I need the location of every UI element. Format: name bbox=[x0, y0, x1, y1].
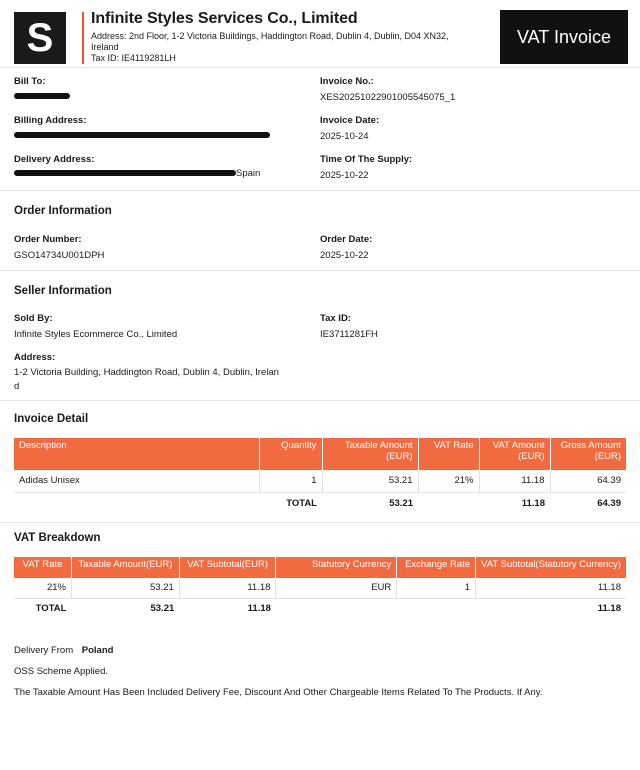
col-header-taxable: Taxable Amount(EUR) bbox=[71, 557, 179, 578]
col-header-description: Description bbox=[14, 438, 259, 470]
table-total-row bbox=[14, 492, 626, 514]
invoice-detail-table bbox=[14, 438, 626, 514]
company-tax-id: Tax ID: IE4119281LH bbox=[91, 53, 176, 63]
col-header-taxable: Taxable Amount (EUR) bbox=[322, 438, 418, 470]
col-header-gross: Gross Amount (EUR) bbox=[550, 438, 626, 470]
total-vat-subtotal: 11.18 bbox=[247, 603, 271, 615]
col-header-vat-subtotal: VAT Subtotal(EUR) bbox=[179, 557, 276, 578]
total-label: TOTAL bbox=[35, 603, 67, 615]
table-header-row bbox=[14, 557, 626, 578]
table-total-row bbox=[14, 598, 626, 619]
invoice-no-label: Invoice No.: bbox=[320, 76, 374, 87]
total-label: TOTAL bbox=[286, 497, 317, 509]
sold-by-label: Sold By: bbox=[14, 313, 53, 324]
order-date-value: 2025-10-22 bbox=[320, 250, 369, 261]
col-header-vat-amount: VAT Amount (EUR) bbox=[479, 438, 550, 470]
seller-address-line1: 1-2 Victoria Building, Haddington Road, Dublin 4, Dublin, Irelan bbox=[14, 367, 279, 378]
cell-description: Adidas Unisex bbox=[14, 470, 259, 492]
cell-vat-rate: 21% bbox=[14, 578, 71, 598]
seller-address-label: Address: bbox=[14, 352, 56, 363]
total-vat-amount: 11.18 bbox=[521, 497, 545, 509]
table-row bbox=[14, 578, 626, 598]
cell-vat-amount: 11.18 bbox=[479, 470, 550, 492]
billing-address-label: Billing Address: bbox=[14, 115, 87, 126]
delivery-address-tail: Spain bbox=[236, 168, 261, 179]
cell-currency: EUR bbox=[276, 578, 397, 598]
seller-tax-id-label: Tax ID: bbox=[320, 313, 351, 324]
header-accent-bar bbox=[82, 12, 84, 64]
col-header-statutory-currency: Statutory Currency bbox=[276, 557, 397, 578]
invoice-no-value: XES20251022901005545075_1 bbox=[320, 92, 456, 103]
cell-exchange-rate: 1 bbox=[397, 578, 476, 598]
total-vat-subtotal-statutory: 11.18 bbox=[597, 603, 621, 615]
oss-note: OSS Scheme Applied. bbox=[14, 666, 108, 677]
cell-taxable: 53.21 bbox=[322, 470, 418, 492]
sold-by-value: Infinite Styles Ecommerce Co., Limited bbox=[14, 329, 178, 340]
delivery-from-label: Delivery From bbox=[14, 645, 74, 656]
order-section-title: Order Information bbox=[14, 205, 112, 217]
bill-to-label: Bill To: bbox=[14, 76, 46, 87]
redacted-delivery-address bbox=[14, 170, 236, 176]
company-info bbox=[91, 10, 491, 64]
col-header-vat-rate: VAT Rate bbox=[418, 438, 479, 470]
table-header-row bbox=[14, 438, 626, 470]
divider bbox=[0, 522, 640, 523]
delivery-address-label: Delivery Address: bbox=[14, 154, 95, 165]
company-name: Infinite Styles Services Co., Limited bbox=[91, 10, 358, 27]
cell-quantity: 1 bbox=[259, 470, 322, 492]
col-header-exchange-rate: Exchange Rate bbox=[397, 557, 476, 578]
vat-breakdown-table bbox=[14, 557, 626, 619]
total-taxable: 53.21 bbox=[389, 497, 413, 509]
logo-letter: S bbox=[26, 16, 54, 60]
company-address-line2: Ireland bbox=[91, 42, 119, 52]
divider bbox=[0, 67, 640, 68]
divider bbox=[0, 270, 640, 271]
delivery-from-line bbox=[14, 645, 113, 656]
cell-vat-rate: 21% bbox=[418, 470, 479, 492]
seller-section-title: Seller Information bbox=[14, 285, 112, 297]
company-address-line1: Address: 2nd Floor, 1-2 Victoria Buildings, Haddington Road, Dublin 4, Dublin, D04 XN32, bbox=[91, 31, 449, 41]
order-number-label: Order Number: bbox=[14, 234, 82, 245]
cell-vat-subtotal-statutory: 11.18 bbox=[476, 578, 626, 598]
table-row bbox=[14, 470, 626, 492]
delivery-from-value: Poland bbox=[81, 645, 114, 656]
invoice-detail-title: Invoice Detail bbox=[14, 413, 89, 425]
col-header-vat-rate: VAT Rate bbox=[14, 557, 71, 578]
supply-time-label: Time Of The Supply: bbox=[320, 154, 413, 165]
company-logo bbox=[14, 12, 66, 64]
seller-address-line2: d bbox=[14, 381, 20, 392]
divider bbox=[0, 190, 640, 191]
disclaimer: The Taxable Amount Has Been Included Delivery Fee, Discount And Other Chargeable Items Related To The Products. If Any. bbox=[14, 687, 543, 698]
order-number-value: GSO14734U001DPH bbox=[14, 250, 105, 261]
invoice-date-label: Invoice Date: bbox=[320, 115, 380, 126]
divider bbox=[0, 400, 640, 401]
redacted-bill-to bbox=[14, 93, 70, 99]
doc-type-badge: VAT Invoice bbox=[500, 10, 628, 64]
col-header-quantity: Quantity bbox=[259, 438, 322, 470]
redacted-billing-address bbox=[14, 132, 270, 138]
invoice-date-value: 2025-10-24 bbox=[320, 131, 369, 142]
vat-breakdown-title: VAT Breakdown bbox=[14, 532, 101, 544]
supply-time-value: 2025-10-22 bbox=[320, 170, 369, 181]
total-gross: 64.39 bbox=[597, 497, 621, 509]
total-taxable: 53.21 bbox=[150, 603, 175, 615]
cell-vat-subtotal: 11.18 bbox=[179, 578, 276, 598]
cell-gross: 64.39 bbox=[550, 470, 626, 492]
seller-tax-id-value: IE3711281FH bbox=[320, 329, 378, 340]
col-header-vat-subtotal-statutory: VAT Subtotal(Statutory Currency) bbox=[476, 557, 626, 578]
order-date-label: Order Date: bbox=[320, 234, 373, 245]
cell-taxable: 53.21 bbox=[71, 578, 179, 598]
